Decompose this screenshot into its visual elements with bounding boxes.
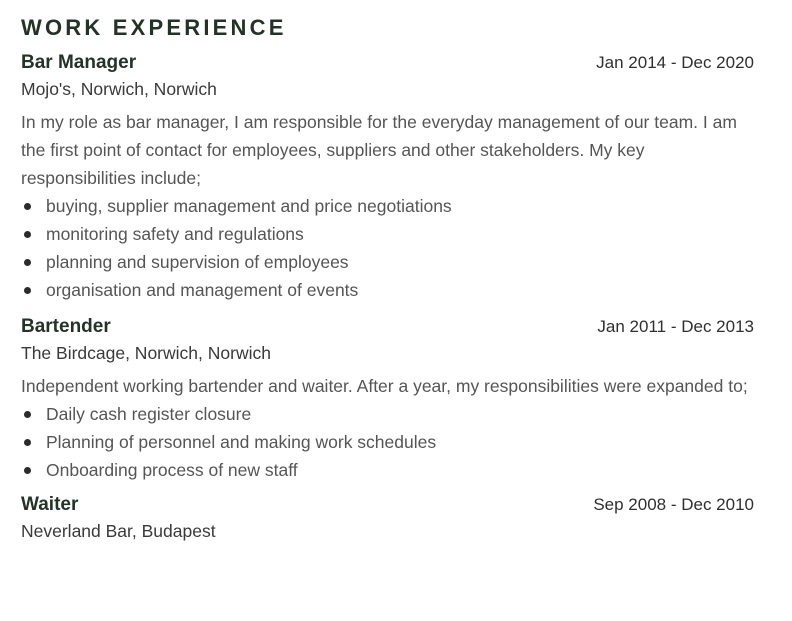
bullet-icon bbox=[24, 411, 31, 418]
job-header bbox=[21, 314, 754, 340]
job-header bbox=[21, 492, 754, 518]
list-item bbox=[21, 220, 754, 248]
job-description: Independent working bartender and waiter. After a year, my responsibilities were expanded to; bbox=[21, 376, 748, 396]
job-description: In my role as bar manager, I am responsible for the everyday management of our team. I am the first point of contact for employees, suppliers and other stakeholders. My key responsibilities include; bbox=[21, 112, 737, 188]
job-entry-bartender bbox=[21, 314, 754, 484]
job-dates: Sep 2008 - Dec 2010 bbox=[593, 495, 754, 514]
job-title: Waiter bbox=[21, 494, 79, 515]
job-company: Neverland Bar, Budapest bbox=[21, 521, 216, 541]
bullet-icon bbox=[24, 231, 31, 238]
job-company: Mojo's, Norwich, Norwich bbox=[21, 79, 217, 99]
list-item-text: buying, supplier management and price negotiations bbox=[46, 196, 452, 216]
bullet-icon bbox=[24, 287, 31, 294]
list-item bbox=[21, 276, 754, 304]
list-item bbox=[21, 248, 754, 276]
list-item-text: Onboarding process of new staff bbox=[46, 460, 298, 480]
bullet-icon bbox=[24, 203, 31, 210]
list-item-text: Planning of personnel and making work schedules bbox=[46, 432, 437, 452]
list-item-text: planning and supervision of employees bbox=[46, 252, 349, 272]
job-entry-waiter bbox=[21, 492, 754, 544]
job-entry-bar-manager bbox=[21, 50, 754, 304]
list-item-text: organisation and management of events bbox=[46, 280, 359, 300]
list-item-text: Daily cash register closure bbox=[46, 404, 252, 424]
bullet-icon bbox=[24, 439, 31, 446]
section-title: WORK EXPERIENCE bbox=[21, 15, 287, 40]
list-item bbox=[21, 428, 754, 456]
job-title: Bartender bbox=[21, 316, 111, 337]
list-item bbox=[21, 456, 754, 484]
responsibility-list bbox=[21, 400, 754, 484]
job-header bbox=[21, 50, 754, 76]
bullet-icon bbox=[24, 259, 31, 266]
job-title: Bar Manager bbox=[21, 52, 137, 73]
list-item-text: monitoring safety and regulations bbox=[46, 224, 304, 244]
job-dates: Jan 2011 - Dec 2013 bbox=[597, 317, 754, 336]
bullet-icon bbox=[24, 467, 31, 474]
responsibility-list bbox=[21, 192, 754, 304]
list-item bbox=[21, 400, 754, 428]
job-company: The Birdcage, Norwich, Norwich bbox=[21, 343, 271, 363]
list-item bbox=[21, 192, 754, 220]
job-dates: Jan 2014 - Dec 2020 bbox=[596, 53, 754, 72]
